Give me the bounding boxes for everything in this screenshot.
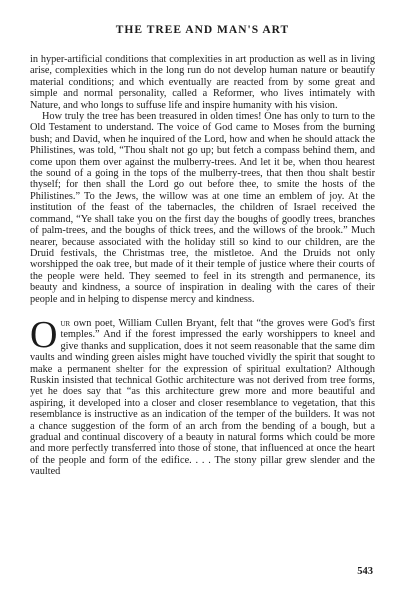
paragraph-continuation: in hyper-artificial conditions that complexities in art production as well as in living arise, complexities which in the long run do not develop human nature or beautify material conditions; and which eventually are reacted from by some great and simple and normal personality, called a Reformer, who lives intimately with Nature, and who longs to suffuse life and inspire humanity with his vision. <box>30 54 375 111</box>
page-number: 543 <box>357 566 373 577</box>
paragraph-old-testament: How truly the tree has been treasured in olden times! One has only to turn to the Old Testament to understand. The voice of God came to Moses from the burning bush; and David, when he inquired of the Lord, how and when he should attack the Philistines, was told, “Thou shalt not go up; but fetch a compass behind them, and come upon them over against the mulberry-trees. And let it be, when thou hearest the sound of a going in the tops of the mulberry-trees, that then thou shalt bestir thyself; for then shall the Lord go out before thee, to smite the hosts of the Philistines.” To the Jews, the willow was at one time an emblem of joy. At the institution of the feast of the tabernacles, the children of Israel received the command, “Ye shall take you on the first day the boughs of goodly trees, branches of palm-trees, and the boughs of thick trees, and the willows of the brook.” Much nearer, because associated with the holiday still so kind to our children, are the Druid festivals, the Christmas tree, the mistletoe. And the Druids not only worshipped the oak tree, but made of it their temple of justice where their courts of the people were held. They seemed to feel in its strength and permanence, its beauty and kindness, a source of inspiration in dealing with the cares of their people and in helping to dispense mercy and kindness. <box>30 111 375 305</box>
drop-cap-opening-word: Our <box>30 313 71 356</box>
section-break <box>30 305 375 318</box>
running-title: THE TREE AND MAN'S ART <box>115 24 290 36</box>
body-text <box>30 54 375 478</box>
book-page <box>30 0 375 600</box>
paragraph-bryant-text: own poet, William Cullen Bryant, felt that “the groves were God's first temples.” And if the forest impressed the early worshippers to kneel and give thanks and supplication, does it not seem reasonable that the same dim vaults and winding green aisles might have touched vividly the spirit that sought to make a permanent shelter for the expression of spiritual exultation? Although Ruskin insisted that technical Gothic architecture was not derived from tree forms, yet he does say that “as this architecture grew more and more beautiful and aspiring, it developed into a closer and closer resemblance to vegetation, that this resemblance is instructive as an indication of the temper of the builders. It was not a chance suggestion of the form of an arch from the bending of a bough, but a gradual and continual discovery of a beauty in natural forms which could be more and more perfectly transferred into those of stone, that influenced at once the heart of the people and form of the edifice. . . . The stony pillar grew slender and the vaulted <box>30 317 375 478</box>
paragraph-bryant <box>30 313 375 478</box>
